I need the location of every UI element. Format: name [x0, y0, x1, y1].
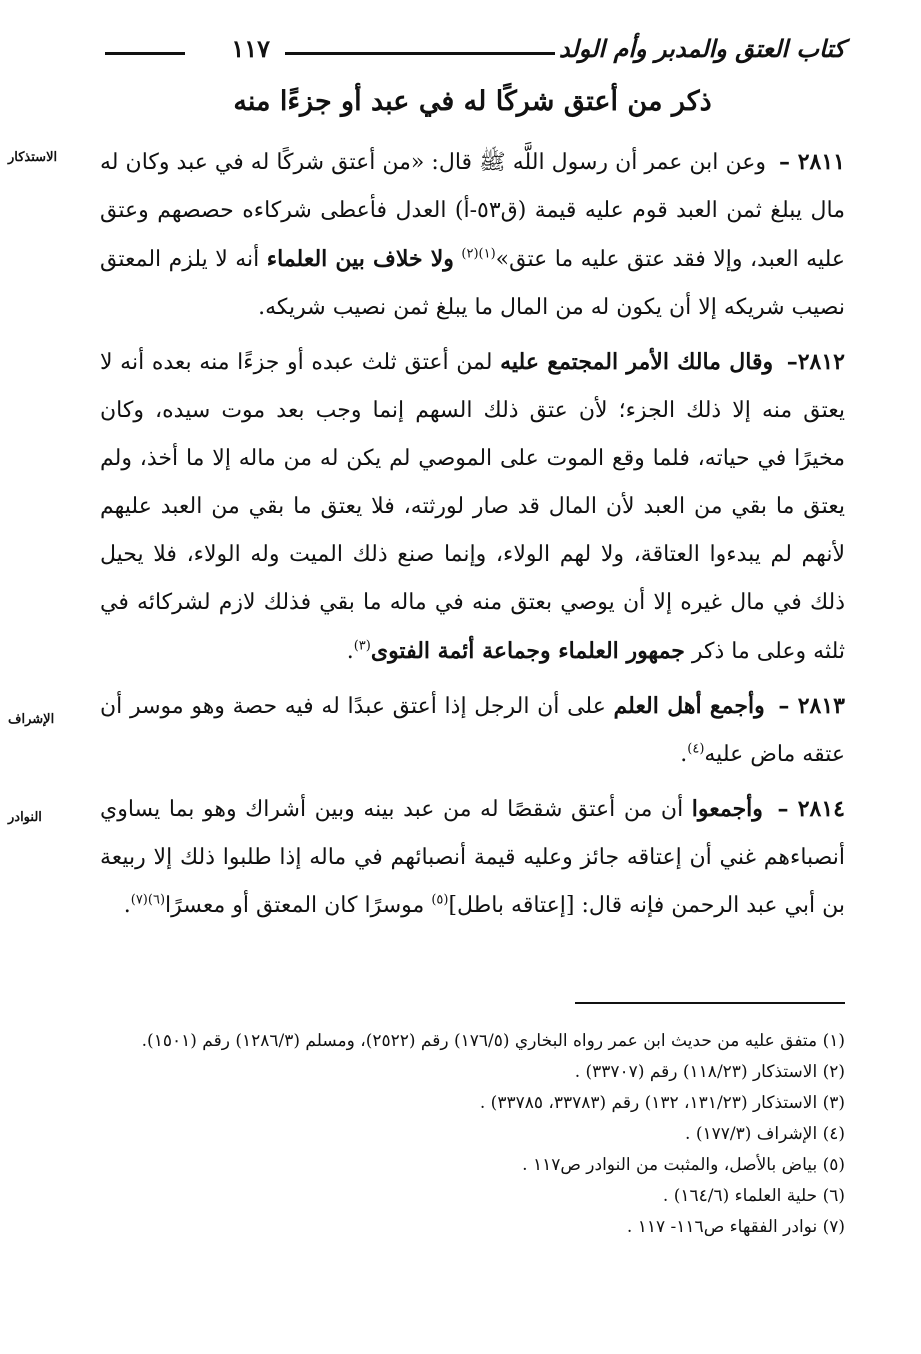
footnote-ref: (١)(٢) [461, 246, 496, 262]
paragraph-2811 [100, 138, 845, 332]
footnote-item: (٣) الاستذكار (١٣١/٢٣، ١٣٢) رقم (٣٣٧٨٣، ٣٣٧٨٥) . [479, 1093, 845, 1113]
footnote-separator [575, 1002, 845, 1004]
emphasis-text: وقال مالك الأمر المجتمع عليه [500, 349, 774, 375]
sentence-end: . [346, 639, 354, 664]
body-text [100, 138, 845, 936]
section-heading: ذكر من أعتق شركًا له في عبد أو جزءًا منه [233, 86, 712, 117]
emphasis-text: وأجمعوا [691, 796, 763, 822]
running-title: كتاب العتق والمدبر وأم الولد [558, 34, 845, 63]
running-header [100, 30, 845, 70]
paragraph-2814 [100, 785, 845, 930]
paragraph-number: ٢٨١٤ – [777, 796, 845, 822]
paragraph-2812 [100, 338, 845, 676]
footnote-ref: (٣) [353, 638, 371, 654]
margin-source-label: النوادر [8, 810, 42, 825]
paragraph-2813 [100, 682, 845, 779]
paragraph-text: لمن أعتق ثلث عبده أو جزءًا منه بعده أنه لا يعتق منه إلا ذلك الجزء؛ لأن عتق ذلك السهم إنما وجب بعد موت سيده، وكان مخيرًا في حياته، فلما وقع الموت على الموصي لم يكن له من ماله إلا ما أخذ، ولم يعتق ما بقي من العبد لأن المال قد صار لورثته، فلا يعتق ما بقي من العبد عليهم لأنهم لم يبدءوا العتاقة، ولا لهم الولاء، وإنما صنع ذلك الميت وله الولاء، فلا يحيل ذلك في مال غيره إلا أن يوصي بعتق منه في ماله ما بقي فذلك لازم لشركائه في ثلثه وعلى ما ذكر [100, 350, 845, 664]
footnote-item: (٥) بياض بالأصل، والمثبت من النوادر ص١١٧ . [522, 1155, 845, 1175]
paragraph-text: على أن الرجل إذا أعتق عبدًا له فيه حصة وهو موسر أن عتقه ماض عليه [100, 694, 845, 767]
footnote-ref: (٤) [687, 741, 705, 757]
margin-source-label: الإشراف [8, 712, 55, 727]
footnote-item: (٢) الاستذكار (١١٨/٢٣) رقم (٣٣٧٠٧) . [574, 1062, 845, 1082]
paragraph-number: ٢٨١٣ – [778, 693, 845, 719]
paragraph-text: أن من أعتق شقصًا له من عبد بينه وبين أشراك وهو بما يساوي أنصباءهم غني أن إعتاقه جائز وعليه قيمة أنصبائهم في ماله إذا طلبوا ذلك إلا ربيعة بن أبي عبد الرحمن فإنه قال: [إعتاقه باطل] [100, 797, 845, 918]
emphasis-text: ولا خلاف بين العلماء [266, 246, 454, 272]
page-number: ١١٧ [231, 34, 270, 63]
sentence-end: . [123, 893, 131, 918]
paragraph-number: ٢٨١٢– [786, 349, 845, 375]
emphasis-text: جمهور العلماء وجماعة أئمة الفتوى [370, 638, 685, 664]
footnote-item: (٧) نوادر الفقهاء ص١١٦- ١١٧ . [626, 1217, 845, 1237]
emphasis-text: وأجمع أهل العلم [613, 693, 765, 719]
sentence-end: . [680, 742, 688, 767]
footnote-item: (٤) الإشراف (١٧٧/٣) . [685, 1124, 845, 1144]
footnote-item: (٦) حلية العلماء (١٦٤/٦) . [662, 1186, 845, 1206]
header-rule [105, 52, 185, 55]
footnotes [95, 1026, 845, 1243]
footnote-ref: (٥) [431, 892, 449, 908]
header-rule [285, 52, 555, 55]
paragraph-text: وعن ابن عمر أن رسول اللَّه ﷺ قال: «من أعتق شركًا له في عبد وكان له مال يبلغ ثمن العبد قوم عليه قيمة (ق٥٣-أ) العدل فأعطى شركاءه حصصهم وعتق عليه العبد، وإلا فقد عتق عليه ما عتق» [100, 150, 846, 272]
paragraph-text: أنه لا يلزم المعتق نصيب شريكه إلا أن يكون له من المال ما يبلغ ثمن نصيب شريكه. [100, 247, 845, 320]
footnote-ref: (٦)(٧) [130, 892, 166, 908]
paragraph-text: موسرًا كان المعتق أو معسرًا [165, 893, 425, 918]
paragraph-number: ٢٨١١ – [779, 149, 845, 175]
margin-source-label: الاستذكار [8, 150, 58, 165]
footnote-item: (١) متفق عليه من حديث ابن عمر رواه البخاري (١٧٦/٥) رقم (٢٥٢٢)، ومسلم (١٢٨٦/٣) رقم (١٥٠١). [141, 1031, 845, 1051]
